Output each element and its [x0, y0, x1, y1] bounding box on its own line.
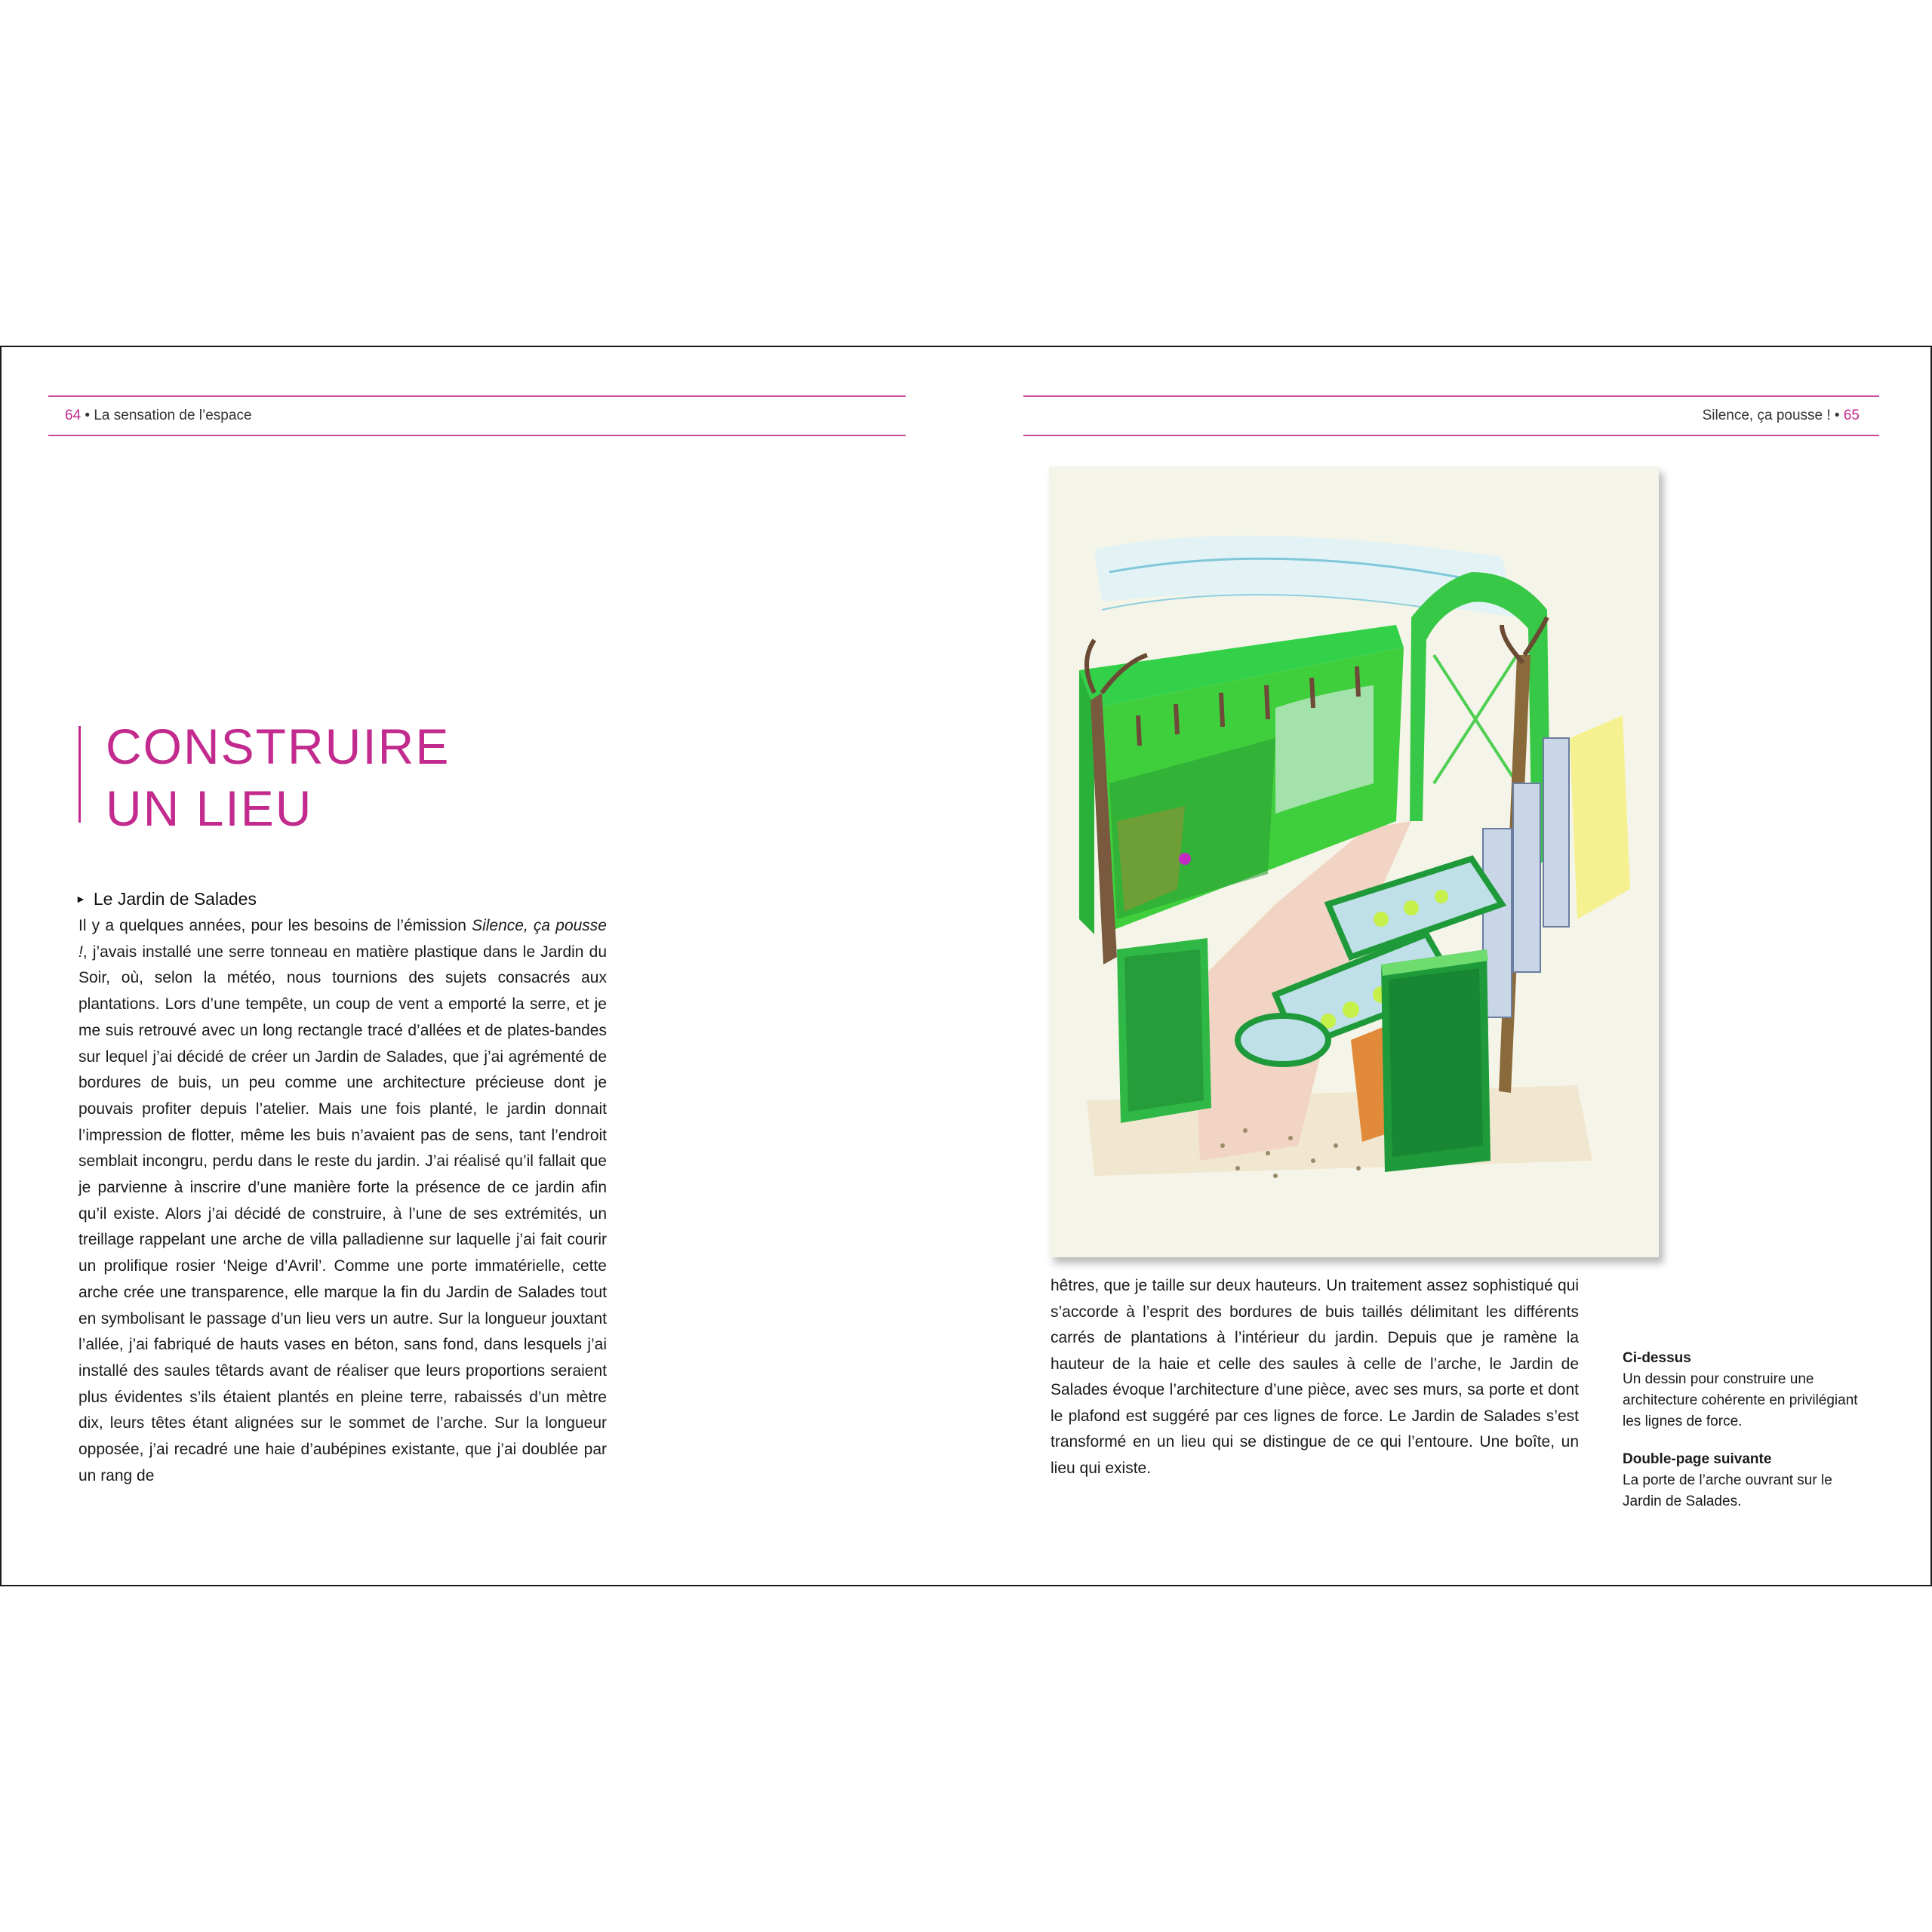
- page-number-right: 65: [1843, 408, 1860, 423]
- chapter-title-line1: CONSTRUIRE: [106, 718, 451, 774]
- section-title-right: Silence, ça pousse !: [1702, 408, 1831, 423]
- running-header-left: [65, 408, 252, 424]
- header-rule-bottom-left: [48, 435, 906, 436]
- header-rule-bottom-right: [1023, 435, 1879, 436]
- caption-next-spread-title: Double-page suivante: [1623, 1451, 1772, 1467]
- caption-next-spread-text: La porte de l’arche ouvrant sur le Jardin de Salades.: [1623, 1472, 1832, 1509]
- running-header-right: [1703, 408, 1860, 424]
- header-rule-top-right: [1023, 395, 1879, 397]
- caption-above-text: Un dessin pour construire une architecture cohérente en privilégiant les lignes de force.: [1623, 1371, 1858, 1429]
- subhead-text: Le Jardin de Salades: [93, 889, 257, 909]
- caption-above: [1623, 1348, 1872, 1432]
- section-subhead: [75, 889, 257, 909]
- emission-name: Silence, ça pousse !: [78, 917, 607, 961]
- chapter-title-line2: UN LIEU: [106, 780, 313, 836]
- header-rule-top-left: [48, 395, 906, 397]
- triangle-bullet-icon: ►: [75, 893, 86, 905]
- page-number-left: 64: [65, 408, 82, 423]
- body-text-right: hêtres, que je taille sur deux hauteurs. Un traitement assez sophistiqué qui s’accorde à l’esprit des bordures de buis taillés délimitant les différents carrés de plantations à l’intérieur du jardin. Depuis que je ramène la hauteur de la haie et celle des saules à celle de l’arche, le Jardin de Salades évoque l’architecture d’une pièce, avec ses murs, sa porte et dont le plafond est suggéré par ces lignes de force. Le Jardin de Salades s’est transformé en un lieu qui se distingue de ce qui l’entoure. Une boîte, un lieu qui existe.: [1051, 1277, 1579, 1477]
- captions: [1623, 1348, 1872, 1529]
- body-left-rest: , j’avais installé une serre tonneau en matière plastique dans le Jardin du Soir, où, selon la météo, nous tournions des sujets consacrés aux plantations. Lors d’une tempête, un coup de vent a emporté la serre, et je me suis retrouvé avec un long rectangle tracé d’allées et de plates-bandes sur lequel j’ai décidé de créer un Jardin de Salades, que j’ai agrémenté de bordures de buis, un peu comme une architecture précieuse dont je pouvais profiter depuis l’atelier. Mais une fois planté, le jardin donnait l’impression de flotter, même les buis n’avaient pas de sens, tant l’endroit semblait incongru, perdu dans le reste du jardin. J’ai réalisé qu’il fallait que je parvienne à inscrire d’une manière forte la présence de ce jardin afin qu’il existe. Alors j’ai décidé de construire, à l’une de ses extrémités, un treillage rappelant une arche de villa palladienne sur laquelle j’ai fait courir un prolifique rosier ‘Neige d’Avril’. Comme une porte immatérielle, cette arche crée une transparence, elle marque la fin du Jardin de Salades tout en symbolisant le passage d’un lieu vers un autre. Sur la longueur jouxtant l’allée, j’ai fabriqué de hauts vases en béton, sans fond, dans lesquels j’ai installé des saules têtards avant de réaliser que leurs proportions seraient plus évidentes s’ils étaient plantés en pleine terre, rabaissés d’un mètre dix, leurs têtes étant alignées sur le sommet de l’arche. Sur la longueur opposée, j’ai recadré une haie d’aubépines existante, que j’ai doublée par un rang de: [78, 943, 607, 1484]
- title-accent-bar: [78, 726, 81, 823]
- caption-above-title: Ci-dessus: [1623, 1350, 1691, 1366]
- garden-sketch-icon: [1049, 466, 1659, 1257]
- garden-sketch-illustration: [1049, 466, 1659, 1257]
- header-separator-right: •: [1830, 408, 1844, 423]
- header-separator-left: •: [81, 408, 94, 423]
- chapter-title: [106, 715, 450, 839]
- caption-next-spread: [1623, 1449, 1872, 1512]
- section-title-left: La sensation de l’espace: [94, 408, 252, 423]
- body-text-left: [78, 913, 607, 1489]
- body-left-intro: Il y a quelques années, pour les besoins de l’émission: [78, 917, 472, 934]
